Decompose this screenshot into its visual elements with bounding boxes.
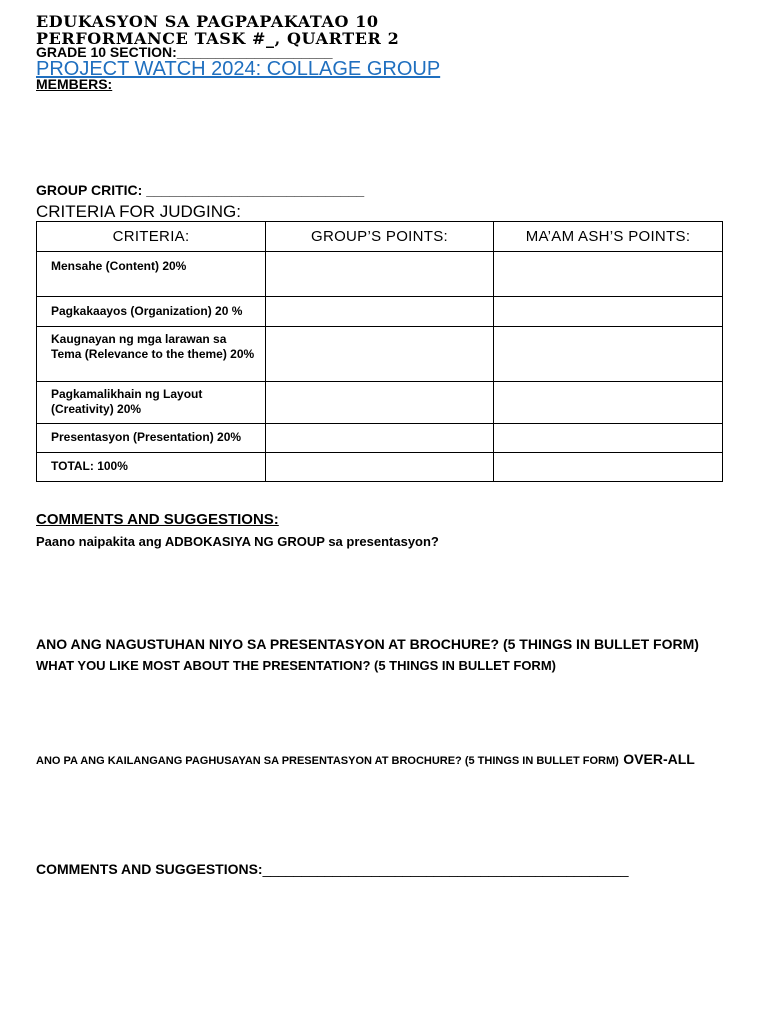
- criteria-heading: CRITERIA FOR JUDGING:: [36, 202, 241, 221]
- group-points-cell[interactable]: [266, 382, 494, 424]
- group-points-cell[interactable]: [266, 297, 494, 327]
- group-points-cell[interactable]: [266, 327, 494, 382]
- group-points-cell[interactable]: [266, 453, 494, 482]
- maam-points-cell[interactable]: [494, 382, 723, 424]
- comments-heading: COMMENTS AND SUGGESTIONS:: [36, 511, 279, 528]
- question-improve: ANO PA ANG KAILANGANG PAGHUSAYAN SA PRESENTASYON AT BROCHURE? (5 THINGS IN BULLET FORM): [36, 755, 619, 767]
- maam-points-cell[interactable]: [494, 297, 723, 327]
- criteria-cell: Kaugnayan ng mga larawan sa Tema (Relevance to the theme) 20%: [37, 327, 266, 382]
- question-liked-filipino: ANO ANG NAGUSTUHAN NIYO SA PRESENTASYON AT BROCHURE? (5 THINGS IN BULLET FORM): [36, 636, 699, 652]
- group-points-cell[interactable]: [266, 252, 494, 297]
- table-header-row: [37, 222, 723, 252]
- criteria-table: [36, 221, 723, 482]
- criteria-cell: Pagkakaayos (Organization) 20 %: [37, 297, 266, 327]
- grade-section-blank[interactable]: ____________________: [176, 44, 333, 60]
- group-points-cell[interactable]: [266, 424, 494, 453]
- group-critic-label: GROUP CRITIC:: [36, 182, 143, 198]
- question-advocacy: Paano naipakita ang ADBOKASIYA NG GROUP sa presentasyon?: [36, 534, 439, 549]
- subject-title: EDUKASYON SA PAGPAPAKATAO 10: [36, 12, 379, 31]
- overall-label: OVER-ALL: [623, 751, 695, 767]
- table-row: [37, 327, 723, 382]
- final-comments-label: COMMENTS AND SUGGESTIONS:: [36, 861, 263, 877]
- table-row: [37, 453, 723, 482]
- grade-section-text: GRADE 10 SECTION:: [36, 44, 177, 60]
- maam-points-cell[interactable]: [494, 453, 723, 482]
- project-title: PROJECT WATCH 2024: COLLAGE GROUP: [36, 58, 441, 80]
- table-row: [37, 382, 723, 424]
- total-cell: TOTAL: 100%: [37, 453, 266, 482]
- group-critic-blank[interactable]: ____________________________: [146, 182, 365, 198]
- table-row: [37, 252, 723, 297]
- members-label: MEMBERS:: [36, 76, 113, 92]
- maam-points-cell[interactable]: [494, 252, 723, 297]
- question-improve-row: [36, 751, 695, 769]
- maam-points-cell[interactable]: [494, 424, 723, 453]
- table-row: [37, 424, 723, 453]
- maam-points-cell[interactable]: [494, 327, 723, 382]
- header-group-points: GROUP’S POINTS:: [266, 222, 494, 252]
- criteria-cell: Mensahe (Content) 20%: [37, 252, 266, 297]
- criteria-cell: Presentasyon (Presentation) 20%: [37, 424, 266, 453]
- header-criteria: CRITERIA:: [37, 222, 266, 252]
- question-liked-english: WHAT YOU LIKE MOST ABOUT THE PRESENTATION? (5 THINGS IN BULLET FORM): [36, 658, 556, 673]
- table-row: [37, 297, 723, 327]
- final-comments-row: [36, 861, 629, 877]
- task-title: PERFORMANCE TASK #_, QUARTER 2: [36, 29, 400, 48]
- criteria-cell: Pagkamalikhain ng Layout (Creativity) 20%: [37, 382, 266, 424]
- group-critic-row: [36, 182, 364, 198]
- final-comments-blank[interactable]: _______________________________________________: [262, 861, 629, 877]
- header-maam-points: MA’AM ASH’S POINTS:: [494, 222, 723, 252]
